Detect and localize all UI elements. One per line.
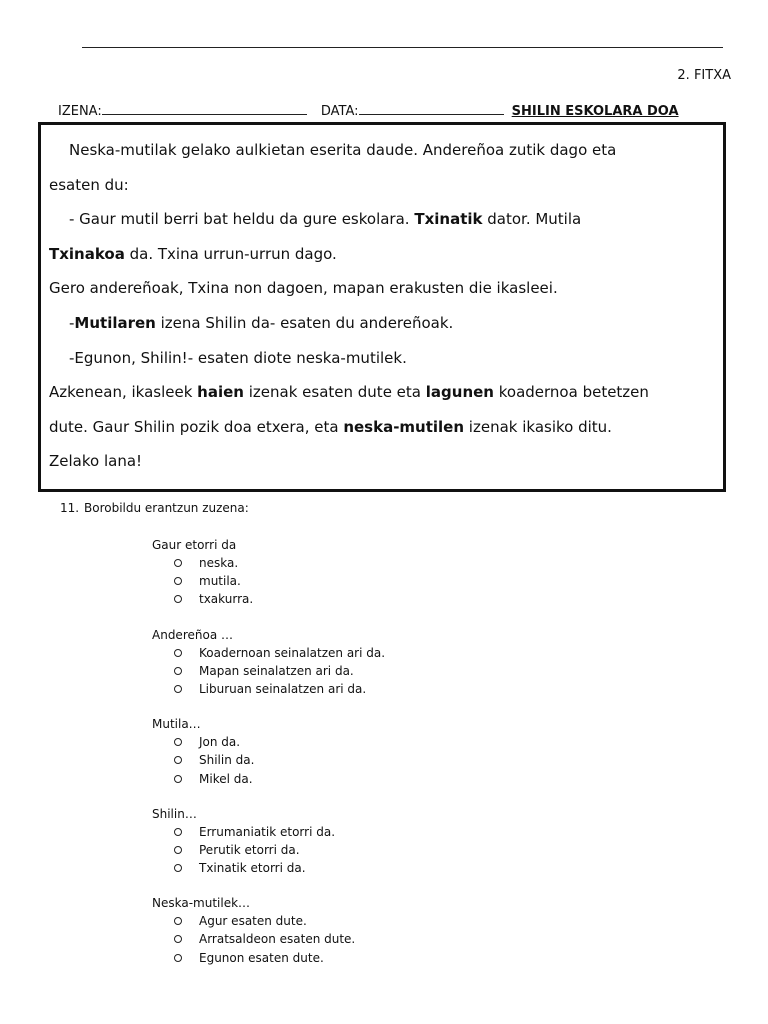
question-list [152, 536, 712, 984]
question-text: Shilin… [152, 806, 197, 821]
header-line [58, 101, 718, 119]
data-blank[interactable] [359, 101, 504, 115]
story-line: Gero andereñoak, Txina non dagoen, mapan erakusten die ikasleei. [49, 279, 558, 298]
answer-option[interactable]: Shilin da. [152, 751, 712, 769]
worksheet-title: SHILIN ESKOLARA DOA [511, 104, 679, 119]
izena-label: IZENA: [58, 104, 102, 119]
data-label: DATA: [320, 104, 359, 119]
answer-option[interactable]: Koadernoan seinalatzen ari da. [152, 644, 712, 662]
worksheet-number: 2. FITXA [677, 68, 731, 83]
answer-option[interactable]: txakurra. [152, 590, 712, 608]
story-line: Azkenean, ikasleek haien izenak esaten dute eta lagunen koadernoa betetzen [49, 383, 649, 402]
question [152, 894, 712, 967]
answer-option[interactable]: Egunon esaten dute. [152, 949, 712, 967]
story-line: Txinakoa da. Txina urrun-urrun dago. [49, 244, 337, 263]
answer-option[interactable]: Mikel da. [152, 770, 712, 788]
circle-bullet-icon [174, 667, 182, 675]
story-line: dute. Gaur Shilin pozik doa etxera, eta neska-mutilen izenak ikasiko ditu. [49, 417, 612, 436]
story-line: Zelako lana! [49, 452, 143, 471]
exercise-text: Borobildu erantzun zuzena: [84, 501, 249, 515]
question [152, 536, 712, 609]
exercise-number: 11. [60, 501, 80, 515]
answer-option[interactable]: Mapan seinalatzen ari da. [152, 662, 712, 680]
question-text: Gaur etorri da [152, 538, 237, 552]
question [152, 626, 712, 699]
story-line: Neska-mutilak gelako aulkietan eserita daude. Andereñoa zutik dago eta [69, 141, 617, 159]
answer-option[interactable]: Liburuan seinalatzen ari da. [152, 680, 712, 698]
circle-bullet-icon [174, 828, 182, 836]
question-text: Andereñoa … [152, 627, 233, 642]
izena-blank[interactable] [102, 101, 307, 115]
circle-bullet-icon [174, 775, 182, 783]
exercise-instruction [60, 501, 249, 515]
top-rule [82, 47, 723, 48]
story-line: - Gaur mutil berri bat heldu da gure eskolara. Txinatik dator. Mutila [69, 210, 582, 229]
circle-bullet-icon [174, 649, 182, 657]
circle-bullet-icon [174, 954, 182, 962]
answer-option[interactable]: Perutik etorri da. [152, 841, 712, 859]
answer-option[interactable]: mutila. [152, 572, 712, 590]
story-line: -Egunon, Shilin!- esaten diote neska-mutilek. [69, 348, 407, 367]
question [152, 805, 712, 878]
answer-option[interactable]: Arratsaldeon esaten dute. [152, 930, 712, 948]
story-line: -Mutilaren izena Shilin da- esaten du andereñoak. [69, 313, 454, 332]
story-line: esaten du: [49, 175, 129, 194]
question-text: Mutila… [152, 717, 201, 732]
question-text: Neska-mutilek… [152, 896, 251, 911]
question [152, 715, 712, 788]
story-box [38, 122, 726, 492]
circle-bullet-icon [174, 846, 182, 854]
answer-option[interactable]: Agur esaten dute. [152, 912, 712, 930]
answer-option[interactable]: neska. [152, 554, 712, 572]
answer-option[interactable]: Txinatik etorri da. [152, 859, 712, 877]
answer-option[interactable]: Jon da. [152, 733, 712, 751]
circle-bullet-icon [174, 559, 182, 567]
answer-option[interactable]: Errumaniatik etorri da. [152, 823, 712, 841]
circle-bullet-icon [174, 864, 182, 872]
circle-bullet-icon [174, 685, 182, 693]
